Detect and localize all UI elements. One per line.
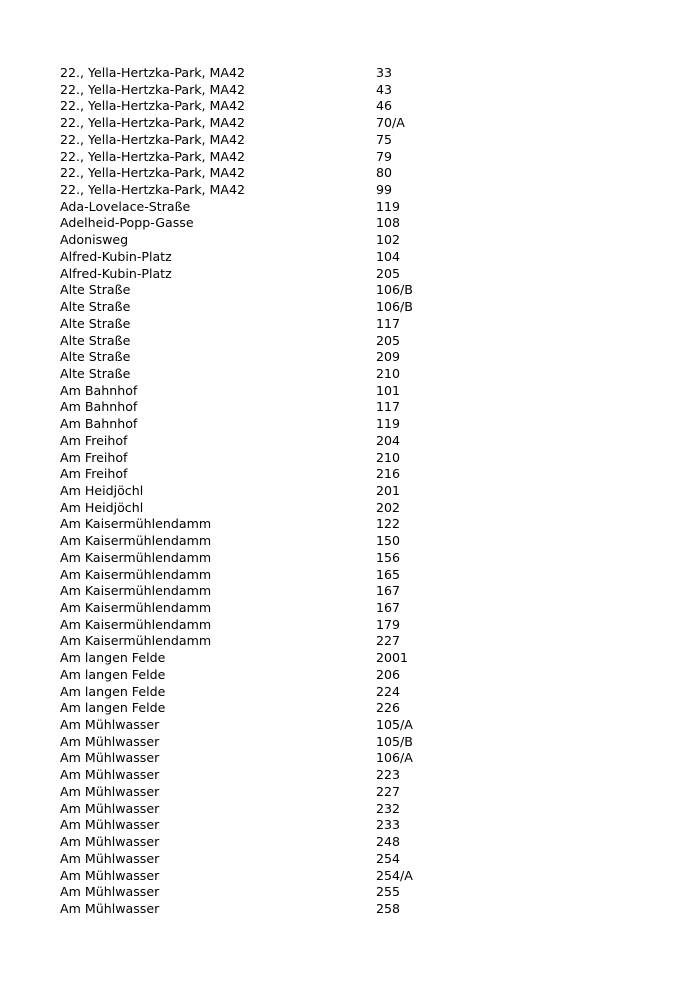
- street-name-cell: Ada-Lovelace-Straße: [60, 198, 191, 214]
- table-row: [60, 633, 660, 650]
- street-name-cell: Am Mühlwasser: [60, 817, 160, 833]
- house-number-cell: 204: [376, 432, 401, 448]
- table-row: [60, 115, 660, 132]
- street-name-cell: Am langen Felde: [60, 700, 166, 716]
- house-number-cell: 156: [376, 549, 401, 565]
- street-name-cell: Alfred-Kubin-Platz: [60, 265, 172, 281]
- house-number-cell: 46: [376, 98, 393, 114]
- table-row: [60, 149, 660, 166]
- house-number-cell: 105/B: [376, 733, 413, 749]
- street-name-cell: Am langen Felde: [60, 650, 166, 666]
- table-row: [60, 851, 660, 868]
- table-row: [60, 383, 660, 400]
- street-name-cell: Am Kaisermühlendamm: [60, 533, 212, 549]
- table-row: [60, 650, 660, 667]
- street-name-cell: 22., Yella-Hertzka-Park, MA42: [60, 165, 246, 181]
- street-name-cell: Am Kaisermühlendamm: [60, 633, 212, 649]
- table-row: [60, 333, 660, 350]
- house-number-cell: 255: [376, 884, 401, 900]
- table-row: [60, 416, 660, 433]
- street-name-cell: Am Kaisermühlendamm: [60, 583, 212, 599]
- house-number-cell: 79: [376, 148, 393, 164]
- street-name-cell: Am Heidjöchl: [60, 482, 144, 498]
- table-row: [60, 667, 660, 684]
- house-number-cell: 201: [376, 482, 401, 498]
- table-row: [60, 817, 660, 834]
- table-row: [60, 282, 660, 299]
- street-name-cell: Am Freihof: [60, 432, 128, 448]
- house-number-cell: 106/B: [376, 299, 413, 315]
- table-row: [60, 366, 660, 383]
- street-name-cell: Am Mühlwasser: [60, 783, 160, 799]
- table-row: [60, 399, 660, 416]
- address-list: [60, 65, 660, 918]
- street-name-cell: Am Mühlwasser: [60, 900, 160, 916]
- table-row: [60, 215, 660, 232]
- house-number-cell: 104: [376, 248, 401, 264]
- house-number-cell: 216: [376, 466, 401, 482]
- table-row: [60, 82, 660, 99]
- street-name-cell: Alte Straße: [60, 315, 131, 331]
- table-row: [60, 65, 660, 82]
- table-row: [60, 550, 660, 567]
- table-row: [60, 600, 660, 617]
- table-row: [60, 450, 660, 467]
- street-name-cell: Alte Straße: [60, 299, 131, 315]
- house-number-cell: 33: [376, 65, 393, 80]
- table-row: [60, 132, 660, 149]
- street-name-cell: 22., Yella-Hertzka-Park, MA42: [60, 98, 246, 114]
- table-row: [60, 199, 660, 216]
- house-number-cell: 101: [376, 382, 401, 398]
- house-number-cell: 258: [376, 900, 401, 916]
- house-number-cell: 108: [376, 215, 401, 231]
- street-name-cell: Alfred-Kubin-Platz: [60, 248, 172, 264]
- table-row: [60, 483, 660, 500]
- house-number-cell: 80: [376, 165, 393, 181]
- table-row: [60, 734, 660, 751]
- street-name-cell: Am Mühlwasser: [60, 717, 160, 733]
- street-name-cell: Am Heidjöchl: [60, 499, 144, 515]
- street-name-cell: Am Mühlwasser: [60, 850, 160, 866]
- house-number-cell: 226: [376, 700, 401, 716]
- house-number-cell: 75: [376, 131, 393, 147]
- street-name-cell: Am Mühlwasser: [60, 800, 160, 816]
- street-name-cell: Am Mühlwasser: [60, 733, 160, 749]
- house-number-cell: 167: [376, 600, 401, 615]
- street-name-cell: Adelheid-Popp-Gasse: [60, 215, 194, 231]
- house-number-cell: 102: [376, 232, 401, 248]
- house-number-cell: 150: [376, 533, 401, 549]
- street-name-cell: Alte Straße: [60, 332, 131, 348]
- house-number-cell: 43: [376, 81, 393, 97]
- street-name-cell: Am langen Felde: [60, 683, 166, 699]
- street-name-cell: Am Mühlwasser: [60, 867, 160, 883]
- house-number-cell: 206: [376, 666, 401, 682]
- house-number-cell: 119: [376, 416, 401, 432]
- street-name-cell: Alte Straße: [60, 282, 131, 298]
- street-name-cell: Adonisweg: [60, 232, 129, 248]
- street-name-cell: Am Mühlwasser: [60, 767, 160, 783]
- street-name-cell: Am Mühlwasser: [60, 834, 160, 850]
- house-number-cell: 210: [376, 365, 401, 381]
- house-number-cell: 223: [376, 767, 401, 783]
- table-row: [60, 884, 660, 901]
- table-row: [60, 750, 660, 767]
- house-number-cell: 233: [376, 817, 401, 833]
- table-row: [60, 232, 660, 249]
- house-number-cell: 117: [376, 315, 401, 331]
- table-row: [60, 700, 660, 717]
- house-number-cell: 165: [376, 566, 401, 582]
- table-row: [60, 299, 660, 316]
- street-name-cell: 22., Yella-Hertzka-Park, MA42: [60, 65, 246, 80]
- table-row: [60, 868, 660, 885]
- street-name-cell: 22., Yella-Hertzka-Park, MA42: [60, 148, 246, 164]
- house-number-cell: 209: [376, 349, 401, 365]
- table-row: [60, 349, 660, 366]
- table-row: [60, 500, 660, 517]
- house-number-cell: 202: [376, 499, 401, 515]
- house-number-cell: 119: [376, 198, 401, 214]
- house-number-cell: 227: [376, 633, 401, 649]
- street-name-cell: 22., Yella-Hertzka-Park, MA42: [60, 182, 246, 198]
- table-row: [60, 784, 660, 801]
- street-name-cell: Am langen Felde: [60, 666, 166, 682]
- house-number-cell: 106/A: [376, 750, 413, 766]
- street-name-cell: Am Kaisermühlendamm: [60, 600, 212, 615]
- house-number-cell: 227: [376, 783, 401, 799]
- table-row: [60, 717, 660, 734]
- table-row: [60, 533, 660, 550]
- table-row: [60, 583, 660, 600]
- house-number-cell: 117: [376, 399, 401, 415]
- street-name-cell: Am Freihof: [60, 449, 128, 465]
- street-name-cell: Am Mühlwasser: [60, 884, 160, 900]
- house-number-cell: 99: [376, 182, 393, 198]
- house-number-cell: 224: [376, 683, 401, 699]
- street-name-cell: 22., Yella-Hertzka-Park, MA42: [60, 115, 246, 131]
- street-name-cell: Am Mühlwasser: [60, 750, 160, 766]
- table-row: [60, 684, 660, 701]
- house-number-cell: 179: [376, 616, 401, 632]
- table-row: [60, 433, 660, 450]
- house-number-cell: 106/B: [376, 282, 413, 298]
- street-name-cell: Am Kaisermühlendamm: [60, 566, 212, 582]
- house-number-cell: 210: [376, 449, 401, 465]
- house-number-cell: 205: [376, 265, 401, 281]
- house-number-cell: 167: [376, 583, 401, 599]
- table-row: [60, 767, 660, 784]
- table-row: [60, 834, 660, 851]
- table-row: [60, 98, 660, 115]
- street-name-cell: Am Kaisermühlendamm: [60, 516, 212, 532]
- table-row: [60, 567, 660, 584]
- street-name-cell: Am Kaisermühlendamm: [60, 549, 212, 565]
- house-number-cell: 248: [376, 834, 401, 850]
- house-number-cell: 254: [376, 850, 401, 866]
- street-name-cell: Am Kaisermühlendamm: [60, 616, 212, 632]
- street-name-cell: Alte Straße: [60, 365, 131, 381]
- table-row: [60, 182, 660, 199]
- street-name-cell: 22., Yella-Hertzka-Park, MA42: [60, 131, 246, 147]
- house-number-cell: 105/A: [376, 717, 413, 733]
- street-name-cell: Am Bahnhof: [60, 382, 138, 398]
- street-name-cell: Am Freihof: [60, 466, 128, 482]
- house-number-cell: 232: [376, 800, 401, 816]
- house-number-cell: 122: [376, 516, 401, 532]
- street-name-cell: Am Bahnhof: [60, 416, 138, 432]
- table-row: [60, 901, 660, 918]
- table-row: [60, 266, 660, 283]
- table-row: [60, 801, 660, 818]
- street-name-cell: 22., Yella-Hertzka-Park, MA42: [60, 81, 246, 97]
- street-name-cell: Am Bahnhof: [60, 399, 138, 415]
- table-row: [60, 249, 660, 266]
- house-number-cell: 2001: [376, 650, 409, 666]
- house-number-cell: 70/A: [376, 115, 405, 131]
- table-row: [60, 516, 660, 533]
- street-name-cell: Alte Straße: [60, 349, 131, 365]
- house-number-cell: 254/A: [376, 867, 413, 883]
- house-number-cell: 205: [376, 332, 401, 348]
- table-row: [60, 316, 660, 333]
- table-row: [60, 165, 660, 182]
- table-row: [60, 617, 660, 634]
- table-row: [60, 466, 660, 483]
